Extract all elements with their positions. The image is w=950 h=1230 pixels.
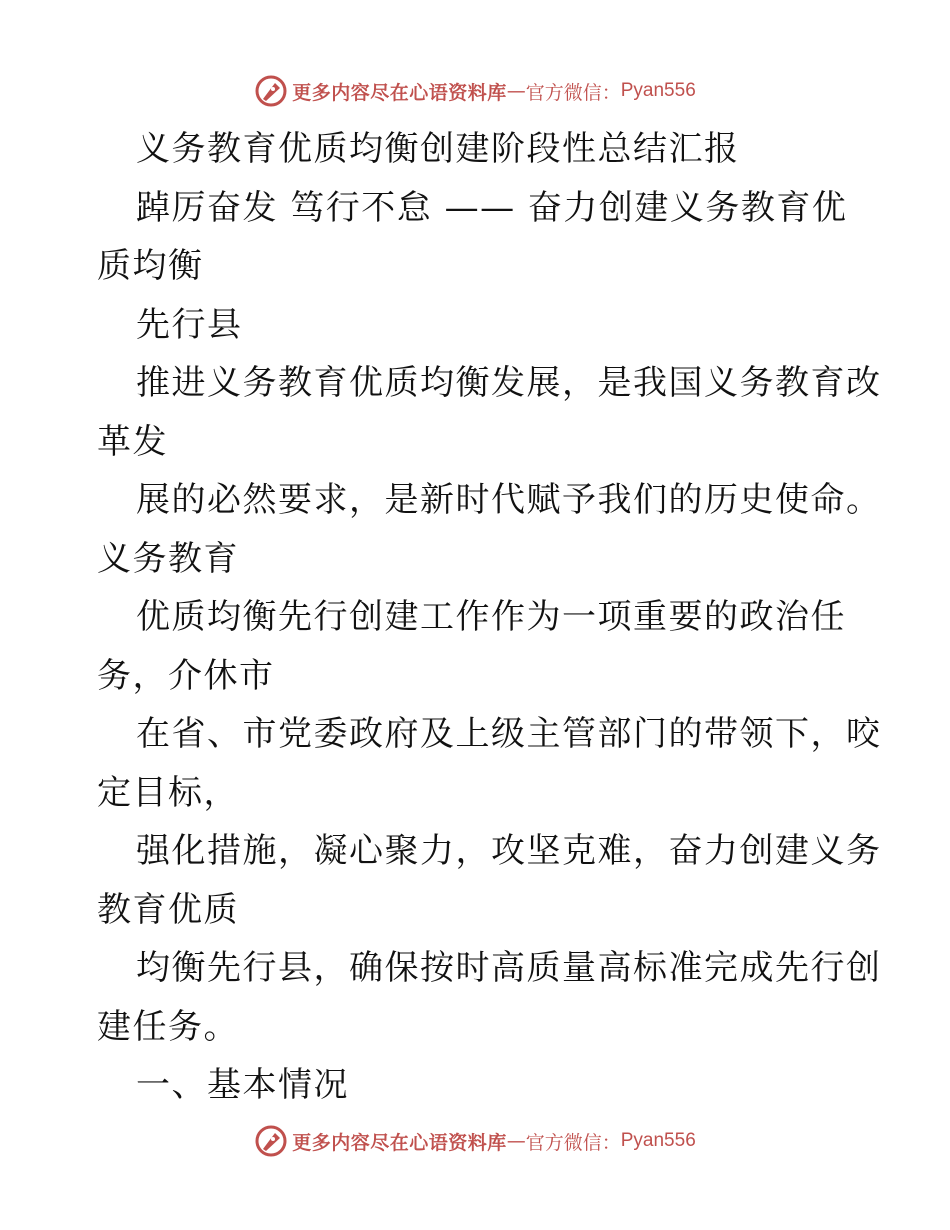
document-line: 务，介休市 xyxy=(97,655,275,696)
document-line: 优质均衡先行创建工作作为一项重要的政治任 xyxy=(136,597,846,637)
watermark-separator: — xyxy=(506,80,526,102)
watermark-wechat-id: Pyan556 xyxy=(620,80,696,101)
watermark-brand: 更多内容尽在心语资料库 xyxy=(292,1131,507,1154)
document-body xyxy=(97,120,882,1115)
document-line: 推进义务教育优质均衡发展，是我国义务教育改 xyxy=(136,363,882,403)
watermark-brand: 更多内容尽在心语资料库 xyxy=(292,81,507,104)
pen-nib-logo-icon xyxy=(254,74,288,108)
document-line: 一、基本情况 xyxy=(136,1065,349,1105)
document-line: 踔厉奋发 笃行不怠 —— 奋力创建义务教育优 xyxy=(136,187,848,228)
document-line: 展的必然要求，是新时代赋予我们的历史使命。 xyxy=(136,480,882,520)
document-line: 强化措施，凝心聚力，攻坚克难，奋力创建义务 xyxy=(136,831,882,871)
document-line: 义务教育 xyxy=(97,538,239,579)
document-line: 均衡先行县，确保按时高质量高标准完成先行创 xyxy=(136,948,882,988)
document-line: 质均衡 xyxy=(97,246,204,286)
footer-watermark xyxy=(0,1121,950,1161)
document-line: 定目标， xyxy=(97,772,239,813)
watermark-wechat-id: Pyan556 xyxy=(620,1130,696,1151)
watermark-wechat-label: 官方微信： xyxy=(525,1131,621,1154)
header-watermark xyxy=(0,71,950,111)
document-line: 革发 xyxy=(97,421,168,462)
watermark-wechat-label: 官方微信： xyxy=(525,81,621,104)
document-line: 先行县 xyxy=(136,304,243,345)
watermark-separator: — xyxy=(506,1130,526,1152)
document-line: 建任务。 xyxy=(97,1006,239,1047)
document-line: 教育优质 xyxy=(97,889,239,930)
document-line: 在省、市党委政府及上级主管部门的带领下，咬 xyxy=(136,714,882,754)
pen-nib-logo-icon xyxy=(254,1124,288,1158)
document-line: 义务教育优质均衡创建阶段性总结汇报 xyxy=(136,129,740,169)
